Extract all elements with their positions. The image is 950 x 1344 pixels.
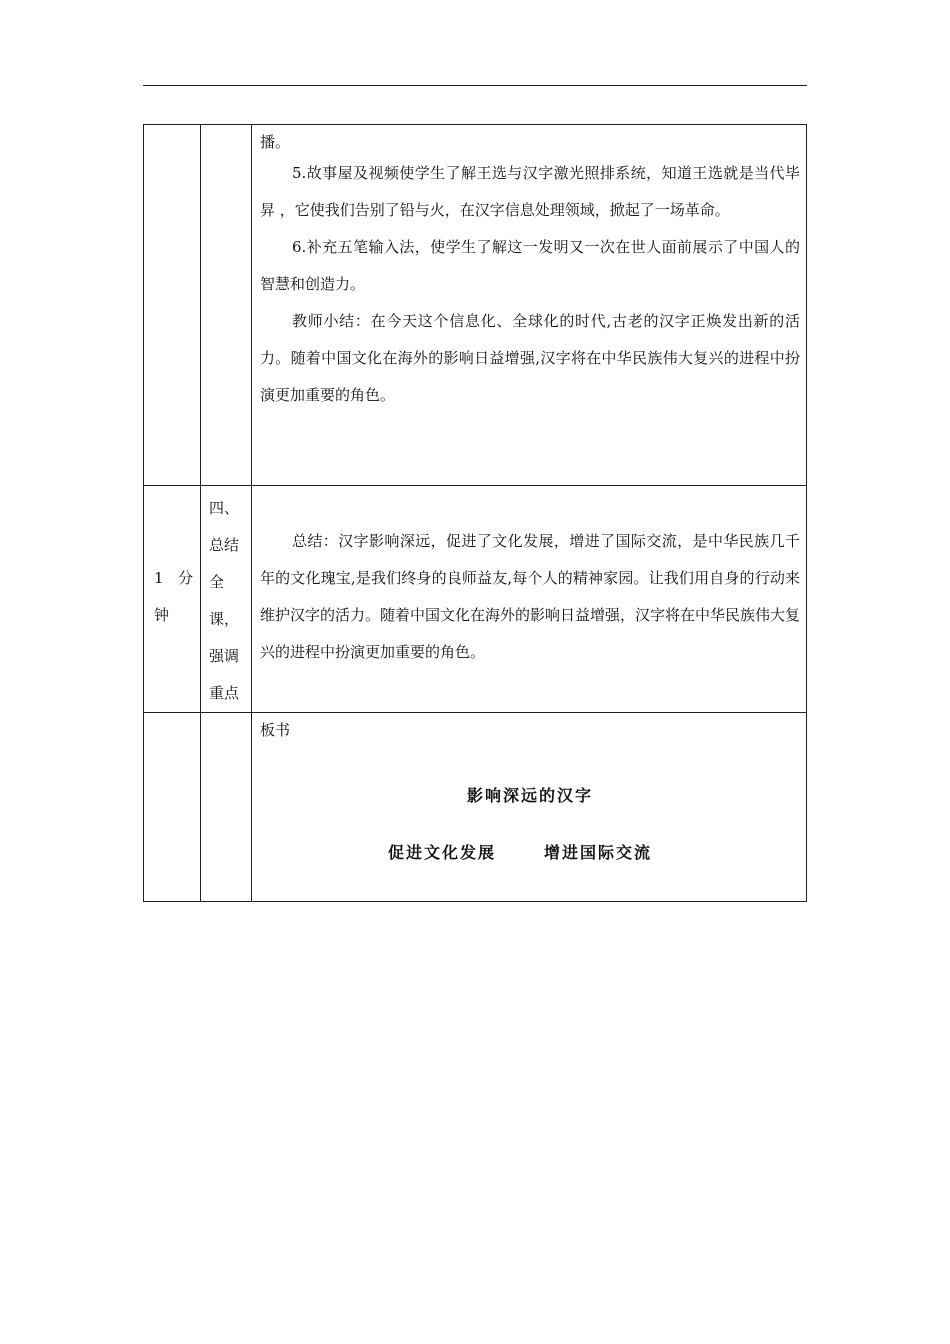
content-cell: [252, 486, 807, 713]
blackboard-cell: [252, 713, 807, 902]
blackboard-point-right: 增进国际交流: [544, 843, 653, 862]
header-rule: [143, 85, 807, 86]
blackboard-title: 影响深远的汉字: [466, 786, 593, 805]
table-row: [144, 713, 807, 902]
continuation-text: 播。: [260, 133, 291, 151]
blackboard-points: [260, 840, 800, 863]
step-line: 总结: [209, 536, 240, 554]
step-cell: [201, 125, 252, 486]
content-cell: [252, 125, 807, 486]
step-cell: [201, 713, 252, 902]
blackboard-point-left: 促进文化发展: [387, 843, 496, 862]
time-cell: [144, 486, 201, 713]
table-row: [144, 486, 807, 713]
step-line: 课，: [209, 610, 240, 628]
time-line: 1 分: [154, 569, 194, 587]
step-line: 强调: [209, 647, 240, 665]
teacher-summary-text: 教师小结：在今天这个信息化、全球化的时代,古老的汉字正焕发出新的活力。随着中国文化在海外的影响日益增强,汉字将在中华民族伟大复兴的进程中扮演更加重要的角色。: [260, 312, 800, 404]
time-cell: [144, 713, 201, 902]
point-5-text: 5.故事屋及视频使学生了解王选与汉字激光照排系统，知道王选就是当代毕昇 ，它使我们告别了铅与火，在汉字信息处理领域，掀起了一场革命。: [260, 164, 800, 219]
time-cell: [144, 125, 201, 486]
time-line: 钟: [154, 606, 170, 624]
step-line: 全: [209, 573, 225, 591]
blackboard-label: 板书: [260, 721, 291, 739]
step-cell: [201, 486, 252, 713]
step-line: 四、: [209, 499, 240, 517]
lesson-plan-table: [143, 124, 807, 902]
table-row: [144, 125, 807, 486]
summary-text: 总结：汉字影响深远，促进了文化发展，增进了国际交流，是中华民族几千年的文化瑰宝,是我们终身的良师益友,每个人的精神家园。让我们用自身的行动来维护汉字的活力。随着中国文化在海外的影响日益增强，汉字将在中华民族伟大复兴的进程中扮演更加重要的角色。: [260, 532, 801, 661]
step-line: 重点: [209, 684, 240, 702]
point-6-text: 6.补充五笔输入法，使学生了解这一发明又一次在世人面前展示了中国人的智慧和创造力。: [260, 238, 800, 293]
